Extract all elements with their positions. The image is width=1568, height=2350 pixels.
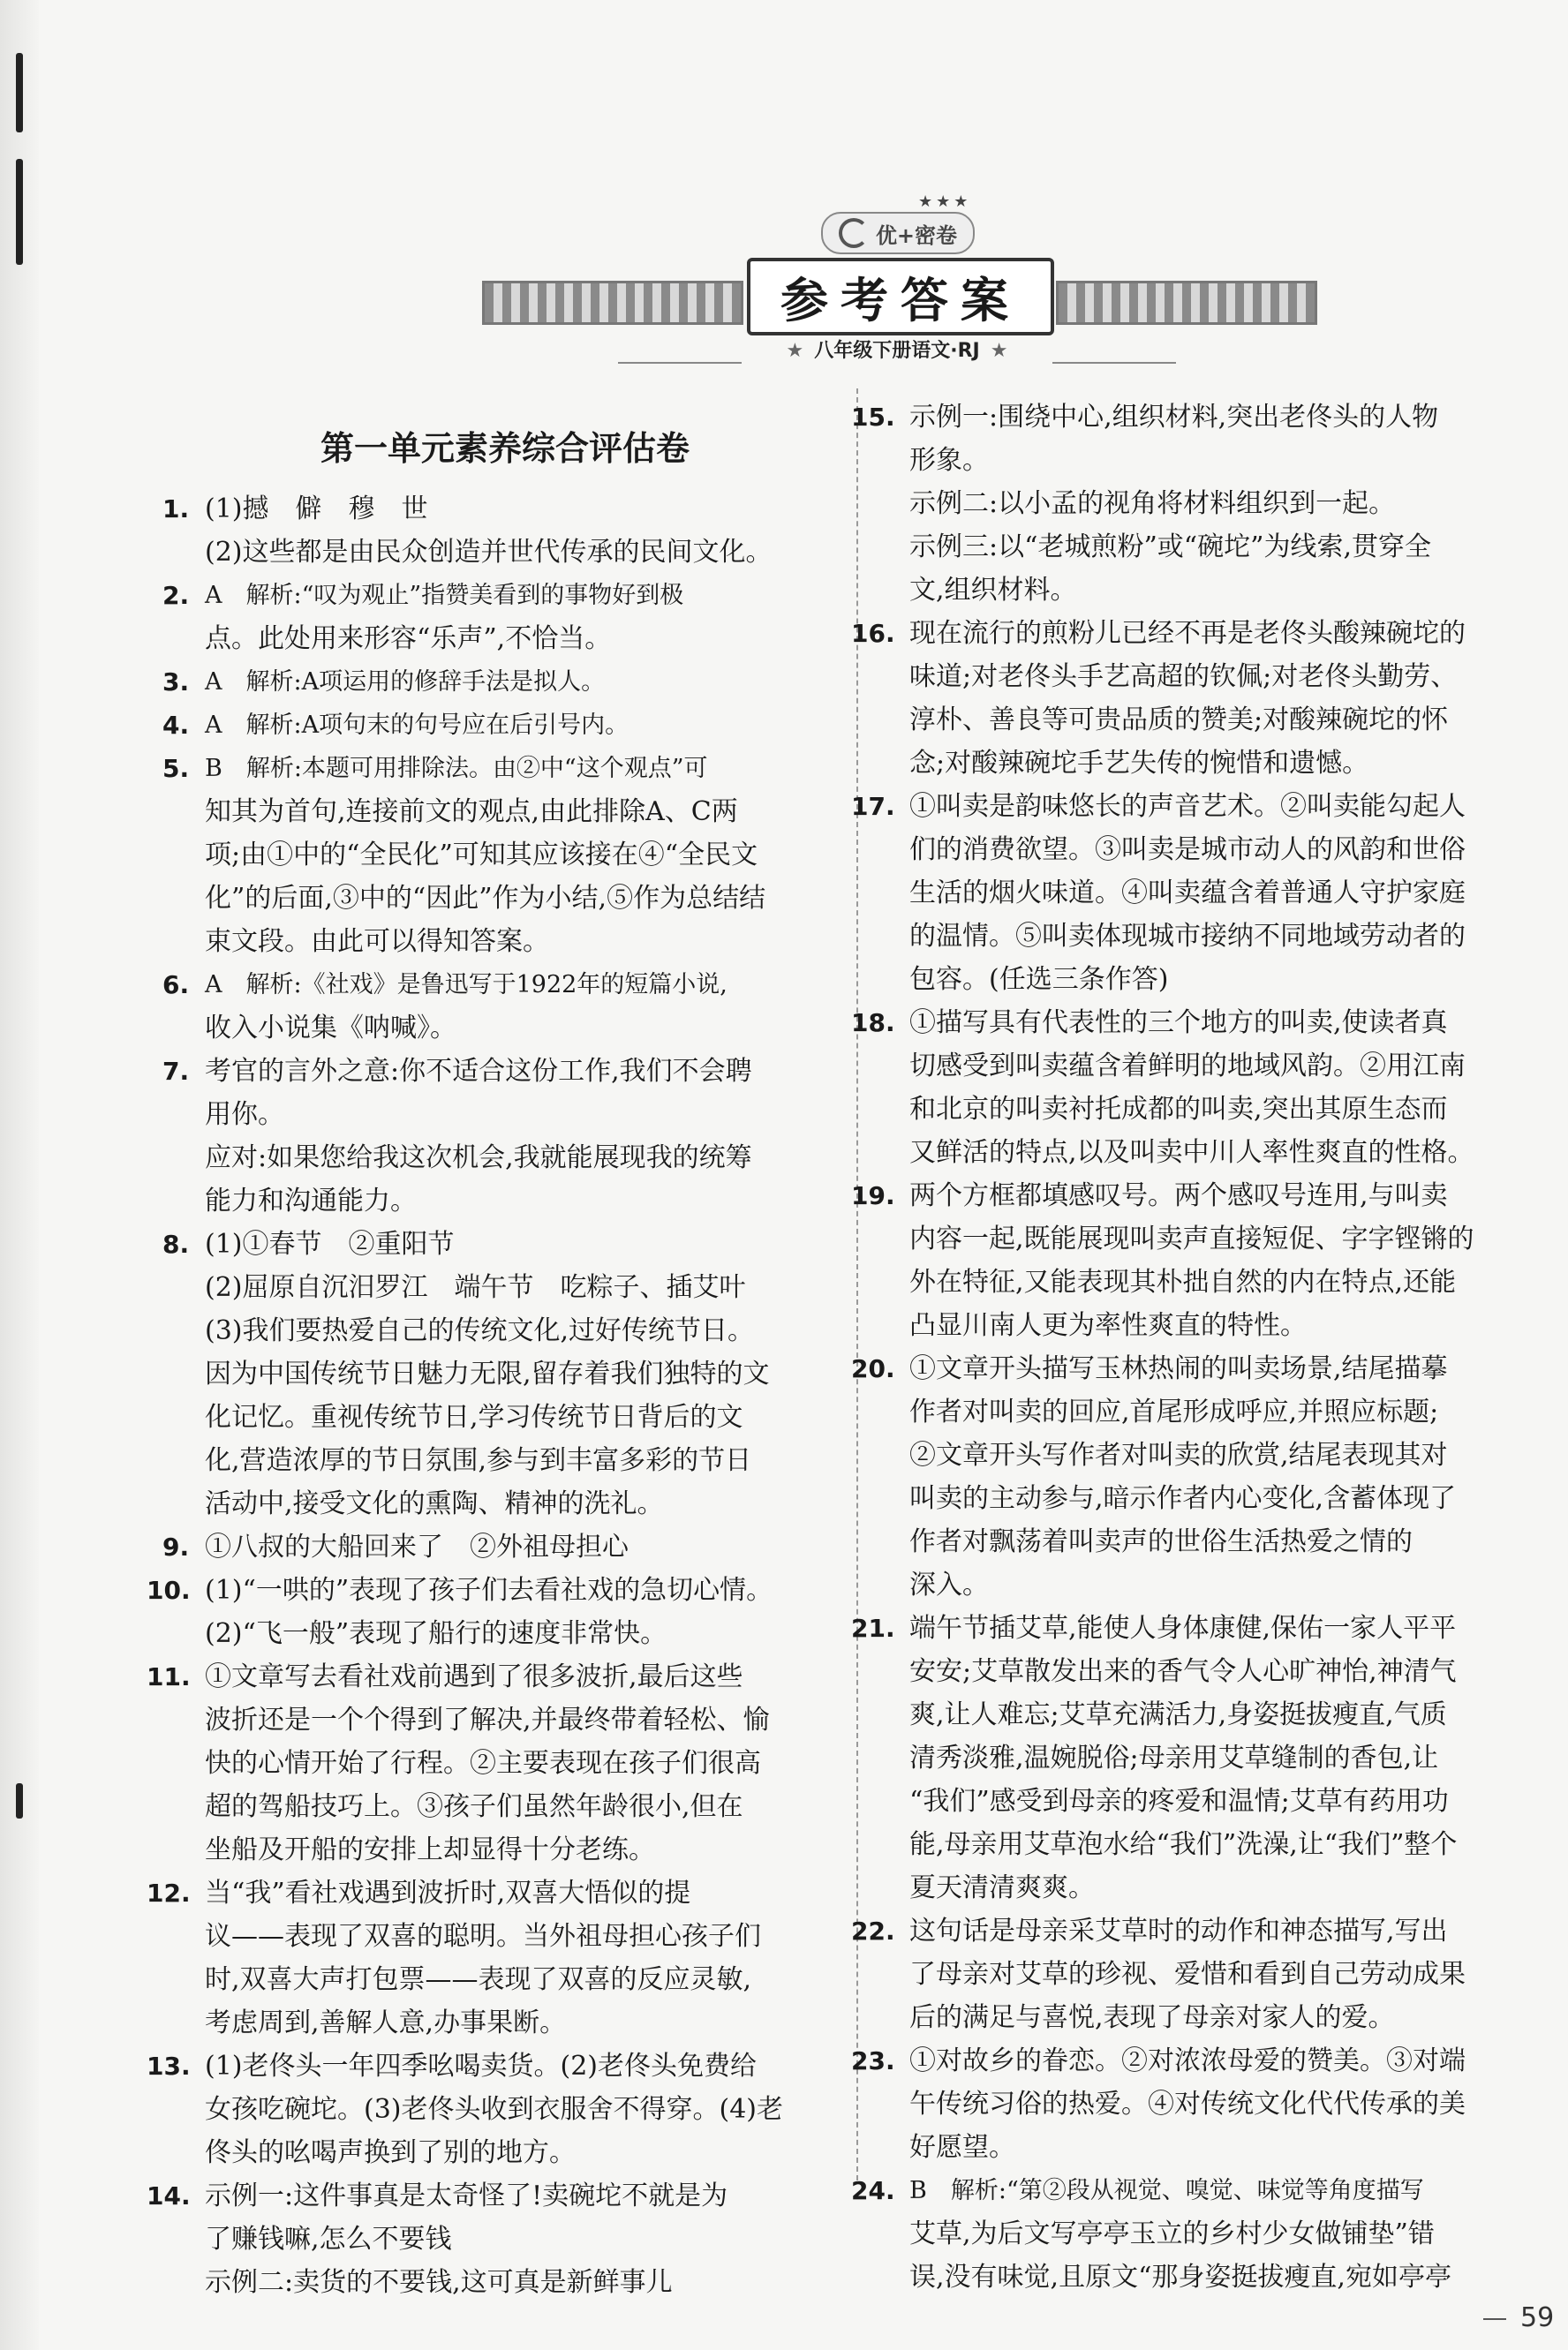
answer-number: 10. [147,1576,191,1605]
answer-item [147,1569,841,1655]
answer-line: 示例一:这件事真是太奇怪了!卖碗坨不就是为 [205,2181,728,2211]
answer-line: 误,没有味觉,且原文“那身姿挺拔瘦直,宛如亭亭 [909,2262,1451,2293]
answer-number: 18. [851,1008,895,1037]
page-spine [0,0,39,2350]
subtitle-text: 八年级下册语文·RJ [814,340,980,362]
answer-item [147,2174,841,2304]
answer-number: 20. [851,1354,895,1383]
answer-line: 淳朴、善良等可贵品质的赞美;对酸辣碗坨的怀 [909,704,1449,735]
answer-item [851,1001,1536,1174]
rating-stars: ★★★ [918,192,972,211]
answer-number: 21. [851,1614,895,1643]
answer-line: 爽,让人难忘;艾草充满活力,身姿挺拔瘦直,气质 [909,1699,1447,1730]
answer-line: 安安;艾草散发出来的香气令人心旷神怡,神清气 [909,1656,1457,1687]
answer-number: 23. [851,2046,895,2075]
answer-number: 16. [851,619,895,648]
answer-line: (1)“一哄的”表现了孩子们去看社戏的急切心情。 [205,1575,773,1606]
answer-item [162,1050,841,1223]
answer-line: 点。此处用来形容“乐声”,不恰当。 [205,623,612,654]
answer-number: 4. [162,711,190,740]
answer-line: 的温情。⑤叫卖体现城市接纳不同地域劳动者的 [909,921,1466,952]
answer-line: ①叫卖是韵味悠长的声音艺术。②叫卖能勾起人 [909,791,1466,822]
page-subtitle [747,335,1047,363]
answer-line: 示例三:以“老城煎粉”或“碗坨”为线索,贯穿全 [909,531,1431,562]
answer-item [851,1174,1536,1347]
answer-line: 清秀淡雅,温婉脱俗;母亲用艾草缝制的香包,让 [909,1743,1439,1774]
brand-name: 优+密卷 [875,222,958,248]
answer-line: 作者对飘荡着叫卖声的世俗生活热爱之情的 [909,1526,1413,1557]
answer-number: 5. [162,754,190,783]
answer-line: 两个方框都填感叹号。两个感叹号连用,与叫卖 [909,1180,1448,1211]
brand-badge [821,212,975,254]
answer-line: 们的消费欲望。③叫卖是城市动人的风韵和世俗 [909,834,1466,865]
answer-line: “我们”感受到母亲的疼爱和温情;艾草有药用功 [909,1786,1449,1817]
answer-line: ①文章写去看社戏前遇到了很多波折,最后这些 [205,1661,743,1692]
answer-line: 应对:如果您给我这次机会,我就能展现我的统筹 [205,1142,752,1173]
answer-line: 超的驾船技巧上。③孩子们虽然年龄很小,但在 [205,1791,743,1822]
header-band-right [1056,281,1317,325]
answer-line: 快的心情开始了行程。②主要表现在孩子们很高 [205,1748,761,1779]
answer-number: 9. [162,1533,190,1562]
answer-line: 项;由①中的“全民化”可知其应该接在④“全民文 [205,840,758,870]
answer-number: 22. [851,1917,895,1946]
answer-item [851,1607,1536,1909]
answer-item [851,2169,1536,2299]
answer-line: 坐船及开船的安排上却显得十分老练。 [205,1834,655,1865]
answer-item [851,395,1536,612]
brand-logo-icon [839,218,869,248]
answer-item [162,574,841,660]
answer-number: 19. [851,1181,895,1210]
answer-number: 8. [162,1230,190,1259]
answer-line: B 解析:本题可用排除法。由②中“这个观点”可 [205,755,708,782]
spine-mark [16,53,23,132]
answer-line: 形象。 [909,445,989,476]
answer-line: 束文段。由此可以得知答案。 [205,926,549,957]
section-title: 第一单元素养综合评估卷 [320,429,690,468]
spine-mark [16,1783,23,1819]
answer-line: ②文章开头写作者对叫卖的欣赏,结尾表现其对 [909,1440,1448,1471]
answer-line: 因为中国传统节日魅力无限,留存着我们独特的文 [205,1359,770,1390]
answer-line: 又鲜活的特点,以及叫卖中川人率性爽直的性格。 [909,1137,1474,1168]
answer-item [851,1909,1536,2039]
answer-line: 夏天清清爽爽。 [909,1872,1095,1903]
answer-line: A 解析:“叹为观止”指赞美看到的事物好到极 [205,582,684,609]
page-title: 参考答案 [747,258,1054,335]
answer-line: 了赚钱嘛,怎么不要钱 [205,2224,452,2255]
star-icon: ★ [990,340,1008,362]
answer-line: 示例一:围绕中心,组织材料,突出老佟头的人物 [909,402,1439,433]
answer-line: 波折还是一个个得到了解决,并最终带着轻松、愉 [205,1705,770,1736]
answer-number: 15. [851,403,895,432]
answer-line: 议——表现了双喜的聪明。当外祖母担心孩子们 [205,1921,761,1952]
header-band-left [482,281,743,325]
answer-line: A 解析:《社戏》是鲁迅写于1922年的短篇小说, [205,971,727,998]
answer-line: 化,营造浓厚的节日氛围,参与到丰富多彩的节日 [205,1445,752,1476]
answer-line: (2)屈原自沉汨罗江 端午节 吃粽子、插艾叶 [205,1272,746,1303]
subtitle-rule [618,362,742,364]
answer-number: 3. [162,667,190,697]
left-column [147,417,841,2304]
answer-line: 示例二:卖货的不要钱,这可真是新鲜事儿 [205,2267,673,2298]
answer-line: 女孩吃碗坨。(3)老佟头收到衣服舍不得穿。(4)老 [205,2094,783,2125]
answer-line: 念;对酸辣碗坨手艺失传的惋惜和遗憾。 [909,748,1369,779]
answer-line: 示例二:以小孟的视角将材料组织到一起。 [909,488,1396,519]
answer-line: ①对故乡的眷恋。②对浓浓母爱的赞美。③对端 [909,2045,1466,2076]
answer-item [162,704,841,747]
answer-line: (1)老佟头一年四季吆喝卖货。(2)老佟头免费给 [205,2051,757,2082]
answer-number: 14. [147,2181,191,2211]
answer-line: 当“我”看社戏遇到波折时,双喜大悟似的提 [205,1878,691,1909]
answer-line: 切感受到叫卖蕴含着鲜明的地域风韵。②用江南 [909,1051,1466,1081]
answer-line: 文,组织材料。 [909,575,1077,606]
answer-item [162,1525,841,1569]
answer-line: ①八叔的大船回来了 ②外祖母担心 [205,1532,629,1563]
answer-item [147,1655,841,1872]
answer-line: 能,母亲用艾草泡水给“我们”洗澡,让“我们”整个 [909,1829,1458,1860]
answer-item [162,660,841,704]
answer-line: (2)这些都是由民众创造并世代传承的民间文化。 [205,537,773,568]
right-column [851,395,1536,2299]
subtitle-rule [1052,362,1176,364]
answer-line: 活动中,接受文化的熏陶、精神的洗礼。 [205,1488,664,1519]
answer-line: (3)我们要热爱自己的传统文化,过好传统节日。 [205,1315,755,1346]
answer-line: 后的满足与喜悦,表现了母亲对家人的爱。 [909,2002,1395,2033]
answer-item [147,1872,841,2045]
answer-line: 用你。 [205,1099,284,1130]
answer-item [162,747,841,963]
page-number: 59 [1483,2302,1554,2333]
answer-line: 能力和沟通能力。 [205,1186,417,1216]
answer-line: ①描写具有代表性的三个地方的叫卖,使读者真 [909,1007,1448,1038]
answer-item [851,785,1536,1001]
answer-line: 好愿望。 [909,2132,1015,2163]
answer-line: (2)“飞一般”表现了船行的速度非常快。 [205,1618,667,1649]
answer-item [147,2045,841,2174]
answer-line: 现在流行的煎粉儿已经不再是老佟头酸辣碗坨的 [909,618,1466,649]
answer-line: 艾草,为后文写亭亭玉立的乡村少女做铺垫”错 [909,2218,1435,2249]
answer-line: (1)撼 僻 穆 世 [205,493,428,524]
answer-number: 7. [162,1057,190,1086]
answer-line: 时,双喜大声打包票——表现了双喜的反应灵敏, [205,1964,752,1995]
answer-line: 了母亲对艾草的珍视、爱惜和看到自己劳动成果 [909,1959,1466,1990]
answer-line: 包容。(任选三条作答) [909,964,1169,995]
answer-line: 这句话是母亲采艾草时的动作和神态描写,写出 [909,1916,1448,1947]
answer-line: 收入小说集《呐喊》。 [205,1013,456,1043]
answer-line: 味道;对老佟头手艺高超的钦佩;对老佟头勤劳、 [909,661,1458,692]
answer-number: 6. [162,970,190,999]
answer-item [851,2039,1536,2169]
star-icon: ★ [786,340,804,362]
answer-line: B 解析:“第②段从视觉、嗅觉、味觉等角度描写 [909,2177,1424,2204]
answer-line: A 解析:A项运用的修辞手法是拟人。 [205,668,606,696]
answer-number: 13. [147,2052,191,2081]
answer-line: ①文章开头描写玉林热闹的叫卖场景,结尾描摹 [909,1353,1448,1384]
answer-line: 佟头的吆喝声换到了别的地方。 [205,2137,576,2168]
answer-line: 知其为首句,连接前文的观点,由此排除A、C两 [205,796,738,827]
answer-line: 和北京的叫卖衬托成都的叫卖,突出其原生态而 [909,1094,1448,1125]
answer-item [162,487,841,574]
answer-line: 深入。 [909,1570,989,1601]
answer-line: 内容一起,既能展现叫卖声直接短促、字字铿锵的 [909,1224,1474,1254]
answer-item [162,963,841,1050]
answer-line: 化”的后面,③中的“因此”作为小结,⑤作为总结结 [205,883,766,914]
answer-line: 作者对叫卖的回应,首尾形成呼应,并照应标题; [909,1397,1439,1427]
answer-line: 考虑周到,善解人意,办事果断。 [205,2007,567,2038]
answer-number: 12. [147,1879,191,1908]
answer-number: 11. [147,1662,191,1691]
answer-item [162,1223,841,1525]
answer-item [851,1347,1536,1607]
answer-number: 24. [851,2176,895,2205]
answer-item [851,612,1536,785]
answer-line: 午传统习俗的热爱。④对传统文化代代传承的美 [909,2089,1466,2120]
answer-number: 2. [162,581,190,610]
answer-line: 外在特征,又能表现其朴拙自然的内在特点,还能 [909,1267,1457,1298]
answer-line: 化记忆。重视传统节日,学习传统节日背后的文 [205,1402,743,1433]
spine-mark [16,159,23,265]
answer-line: 考官的言外之意:你不适合这份工作,我们不会聘 [205,1056,752,1087]
answer-line: 叫卖的主动参与,暗示作者内心变化,含蓄体现了 [909,1483,1457,1514]
answer-number: 17. [851,792,895,821]
answer-line: A 解析:A项句末的句号应在后引号内。 [205,712,629,739]
answer-line: 生活的烟火味道。④叫卖蕴含着普通人守护家庭 [909,877,1466,908]
answer-line: (1)①春节 ②重阳节 [205,1229,455,1260]
answer-line: 端午节插艾草,能使人身体康健,保佑一家人平平 [909,1613,1457,1644]
answer-line: 凸显川南人更为率性爽直的特性。 [909,1310,1307,1341]
answer-number: 1. [162,494,190,523]
